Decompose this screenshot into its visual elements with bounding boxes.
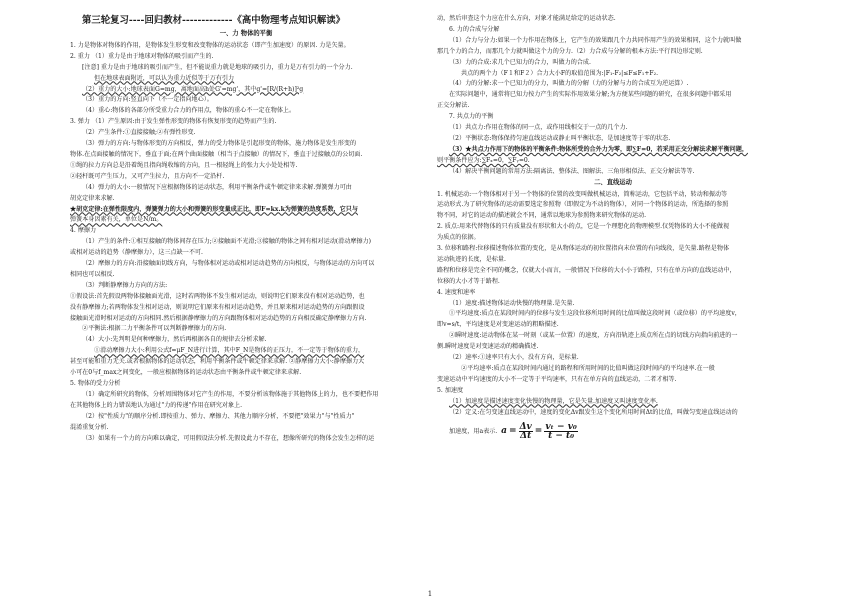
text-line: 混淆重复分析. xyxy=(70,423,109,431)
text-line: ②轻杆既可产生压力，又可产生拉力，且方向不一定沿杆. xyxy=(70,172,225,180)
text-line: ★胡克定律:在弹性限度内，弹簧弹力的大小和弹簧的形变量成正比，即F=kx.k为弹簧的劲度系数，它只与 xyxy=(70,205,358,213)
text-line: （4）大小:先判明是何种摩擦力，然后再根据各自的规律去分析求解. xyxy=(82,336,267,344)
text-line: 运动轨迹的长度，是标量. xyxy=(437,255,506,263)
text-line: 4. 摩擦力 xyxy=(70,227,97,235)
formula-fraction-2 xyxy=(544,423,578,440)
formula-fraction-1-numerator: Δv xyxy=(519,421,532,432)
text-line: ①绳的拉力方向总是沿着绳且指向绳收缩的方向，且一根轻绳上的张力大小处处相等. xyxy=(70,161,298,169)
text-line: （4）力的分解:求一个已知力的分力，叫做力的分解（力的分解与力的合成互为逆运算）. xyxy=(449,80,689,88)
right-column xyxy=(437,14,789,440)
text-line: （2）平衡状态:物体保持匀速直线运动或静止叫平衡状态，是加速度等于零的状态. xyxy=(449,134,671,142)
text-line: ①平均速度:质点在某段时间内的位移与发生这段位移所用时间的比值叫做这段时间（或位移）的平均速度v， xyxy=(449,310,741,318)
text-line: （4）解决平衡问题的常用方法:隔离法、整体法、图解法、三角形相似法、正交分解法等等. xyxy=(449,167,695,175)
text-line: （1）共点力:作用在物体的同一点，或作用线相交于一点的几个力. xyxy=(449,124,628,132)
text-line: 相同也可以相反. xyxy=(70,270,115,278)
text-line: 6. 力的合成与分解 xyxy=(449,25,500,33)
text-line: 接触面光滑时相对运动的方向相同.然后根据静摩擦力的方向跟物体相对运动趋势的方向相反确定静摩擦力方向. xyxy=(70,314,367,322)
text-line: 5. 物体的受力分析 xyxy=(70,380,121,387)
document-title: 第三轮复习----回归教材-------------《高中物理考点知识解读》 xyxy=(82,15,346,26)
text-line: （3）★共点力作用下的物体的平衡条件:物体所受的合外力为零，即∑F=0，若采用正交分解法求解平衡问题， xyxy=(449,145,748,153)
text-line: （1）速度:描述物体运动快慢的物理量.是矢量. xyxy=(449,299,575,307)
text-line: 在实际问题中，通常将已知力按力产生的实际作用效果分解;为方便某些问题的研究，在很多问题中都采用 xyxy=(449,91,732,99)
left-column-body xyxy=(70,41,422,445)
formula-fraction-2-numerator: vₜ − v₀ xyxy=(545,421,577,432)
text-line: ①假设法:首先假设两物体接触面光滑，这时若两物体不发生相对运动，则说明它们原来没有相对运动趋势，也 xyxy=(70,292,365,300)
text-line: （2）摩擦力的方向:沿接触面切线方向，与物体相对运动或相对运动趋势的方向相反，与物体运动的方向可以 xyxy=(82,260,375,268)
text-line: 物不同，对它的运动的描述就会不同，通常以地球为参照物来研究物体的运动. xyxy=(437,212,647,220)
formula-equals: = xyxy=(509,425,517,436)
formula-lhs: a xyxy=(501,425,508,436)
text-line: 侧.瞬时速度是对变速运动的精确描述. xyxy=(437,343,539,351)
text-line: 那几个力的合力，而那几个力就叫做这个力的分力.（2）力合成与分解的根本方法:平行四边形定则. xyxy=(437,47,703,55)
text-line: 即v=s/t，平均速度是对变速运动的粗略描述. xyxy=(437,321,559,329)
right-column-body-a xyxy=(437,14,789,178)
text-line: （2）按"性质力"的顺序分析.即按重力、弹力、摩擦力、其他力顺序分析，不要把"效果力"与"性质力" xyxy=(82,412,355,420)
text-line: （1）产生的条件:①相互接触的物体间存在压力;②接触面不光滑;③接触的物体之间有相对运动(滑动摩擦力) xyxy=(82,238,372,246)
text-line: （2）重力的大小:地球表面G=mg，离地面高h处G'=mg'，其中g'=[R/(R+h)]²g xyxy=(82,85,304,93)
text-line: （3）如果有一个力的方向难以确定，可用假设法分析.先假设此力不存在，想像所研究的物体会发生怎样的运 xyxy=(82,434,375,442)
text-line: 共点的两个力（F１和F２）合力大小F的取值范围为:|F₁-F₂|≤F≤F₁+F₂. xyxy=(461,69,659,77)
text-line: （2）速率:①速率只有大小，没有方向，是标量. xyxy=(449,354,579,362)
formula-fraction-2-denominator: t − t₀ xyxy=(548,430,575,440)
text-line: （1）加速度是描述速度变化快慢的物理量，它是矢量.加速度又叫速度变化率. xyxy=(449,397,658,405)
right-column-body-b xyxy=(437,190,789,419)
text-line: （4）弹力的大小:一般情况下应根据物体的运动状态，利用平衡条件或牛顿定律来求解.弹簧弹力可由 xyxy=(82,183,352,191)
text-line: （3）弹力的方向:与物体形变的方向相反，弹力的受力物体是引起形变的物体，施力物体是发生形变的 xyxy=(82,140,357,148)
acceleration-definition-line xyxy=(437,423,789,440)
text-line: 3. 位移和路程:位移描述物体位置的变化，是从物体运动的初位置指向末位置的有向线段，是矢量.路程是物体 xyxy=(437,245,730,253)
text-line: 运动形式.为了研究物体的运动需要选定参照物（即假定为不动的物体），对同一个物体的运动，所选择的参照 xyxy=(437,201,729,209)
text-line: ②瞬时速度:运动物体在某一时刻（或某一位置）的速度，方向沿轨迹上质点所在点的切线方向指向前进的一 xyxy=(449,332,738,340)
page-number: 1 xyxy=(427,590,433,598)
text-line: （1）确定所研究的物体，分析周围物体对它产生的作用，不要分析该物体施于其他物体上的力，也不要把作用 xyxy=(82,390,379,398)
text-line: 2. 质点:用来代替物体的只有质量没有形状和大小的点，它是一个理想化的物理模型.仅凭物体的大小不能做视 xyxy=(437,223,730,231)
text-line: 5. 加速度 xyxy=(437,386,464,394)
text-line: （3）判断静摩擦力方向的方法: xyxy=(82,281,168,289)
text-line: 小可在0与f_max之间变化，一般应根据物体的运动状态由平衡条件或牛顿定律来求解. xyxy=(70,369,302,377)
text-line: （1）合力与分力:如果一个力作用在物体上，它产生的效果跟几个力共同作用产生的效果相同，这个力就叫做 xyxy=(449,36,742,44)
text-line: 变速运动中平均速度的大小不一定等于平均速率，只有在单方向的直线运动，二者才相等. xyxy=(437,375,677,383)
text-line: 4. 速度和速率 xyxy=(437,288,476,296)
formula-fraction-1 xyxy=(519,423,533,440)
text-line: 物体.在点面接触的情况下，垂直于面;在两个曲面接触（相当于点接触）的情况下，垂直于过接触点的公切面. xyxy=(70,150,363,158)
text-line: 1. 机械运动:一个物体相对于另一个物体的位置的改变叫做机械运动，简称运动，它包括平动，转动和振动等 xyxy=(437,190,728,198)
text-line: （4）重心:物体的各部分所受重力合力的作用点，物体的重心不一定在物体上。 xyxy=(82,107,296,115)
left-column xyxy=(70,14,422,444)
text-line: 但在地球表面附近，可以认为重力近似等于万有引力 xyxy=(94,74,235,82)
text-line: ①滑动摩擦力大小:利用公式f=μF_N进行计算，其中F_N是物体的正压力，不一定等于物体的重力， xyxy=(94,347,365,355)
text-line: ②平均速率:质点在某段时间内通过的路程和所用时间的比值叫做这段时间内的平均速率.在一般 xyxy=(461,365,715,372)
text-line: 位移的大小才等于路程. xyxy=(437,277,500,285)
text-line: （3）力的合成:求几个已知力的合力，叫做力的合成. xyxy=(449,58,591,66)
text-line: 正交分解法. xyxy=(437,102,470,110)
text-line: 路程和位移是完全不同的概念，仅就大小而言，一般情况下位移的大小小于路程，只有在单方向的直线运动中， xyxy=(437,266,736,274)
text-line: 7. 共点力的平衡 xyxy=(449,113,494,121)
text-line: 胡克定律来求解. xyxy=(70,194,115,202)
text-line: 弹簧本身因素有关，单位是N/m。 xyxy=(70,216,163,224)
text-line: （2）定义:在匀变速直线运动中，速度的变化Δv跟发生这个变化所用时间Δt的比值，叫做匀变速直线运动的 xyxy=(449,408,738,416)
formula-fraction-1-denominator: Δt xyxy=(520,430,532,440)
text-line: [注意] 重力是由于地球的吸引而产生，但不能说重力就是地球的吸引力，重力是万有引力的一个分力. xyxy=(82,63,353,71)
acceleration-text: 加速度，用a表示. xyxy=(449,427,498,435)
text-line: 在其他物体上的力错误地认为通过"力的传递"作用在研究对象上. xyxy=(70,401,243,409)
text-line: 动，然后审查这个力应在什么方向，对象才能满足给定的运动状态. xyxy=(437,15,616,22)
acceleration-formula xyxy=(501,423,578,440)
text-line: 甚至可能和重力无关.或者根据物体的运动状态，利用平衡条件或牛顿定律来求解. ②静摩擦力大小:静摩擦力大 xyxy=(70,358,365,366)
text-line: 2. 重力 （1）重力是由于地球对物体的吸引而产生的. xyxy=(70,52,214,60)
text-line: 没有静摩擦力;若两物体发生相对运动，则说明它们原来有相对运动趋势，并且原来相对运动趋势的方向跟假设 xyxy=(70,303,365,311)
section-heading-force-equilibrium: 一、力 物体的平衡 xyxy=(219,30,273,37)
text-line: 1. 力是物体对物体的作用，是物体发生形变和改变物体的运动状态（即产生加速度）的原因. 力是矢量。 xyxy=(70,41,350,49)
text-line: 为质点的依据。 xyxy=(437,234,480,242)
text-line: ②平衡法:根据二力平衡条件可以判断静摩擦力的方向. xyxy=(82,325,227,333)
formula-equals-2: = xyxy=(534,425,543,436)
text-line: （2）产生条件:①直接接触;②有弹性形变. xyxy=(82,129,196,137)
text-line: 则平衡条件应为:∑Fₓ=0，∑Fᵧ=0. xyxy=(437,156,530,164)
text-line: 3. 弹力 （1）产生原因:由于发生弹性形变的物体有恢复形变的趋势而产生的. xyxy=(70,118,277,126)
text-line: 或相对运动的趋势（静摩擦力），这三点缺一不可. xyxy=(70,249,203,257)
text-line: （3）重力的方向:竖直向下（不一定指向地心）。 xyxy=(82,96,213,104)
section-heading-linear-motion: 二、直线运动 xyxy=(594,178,632,186)
